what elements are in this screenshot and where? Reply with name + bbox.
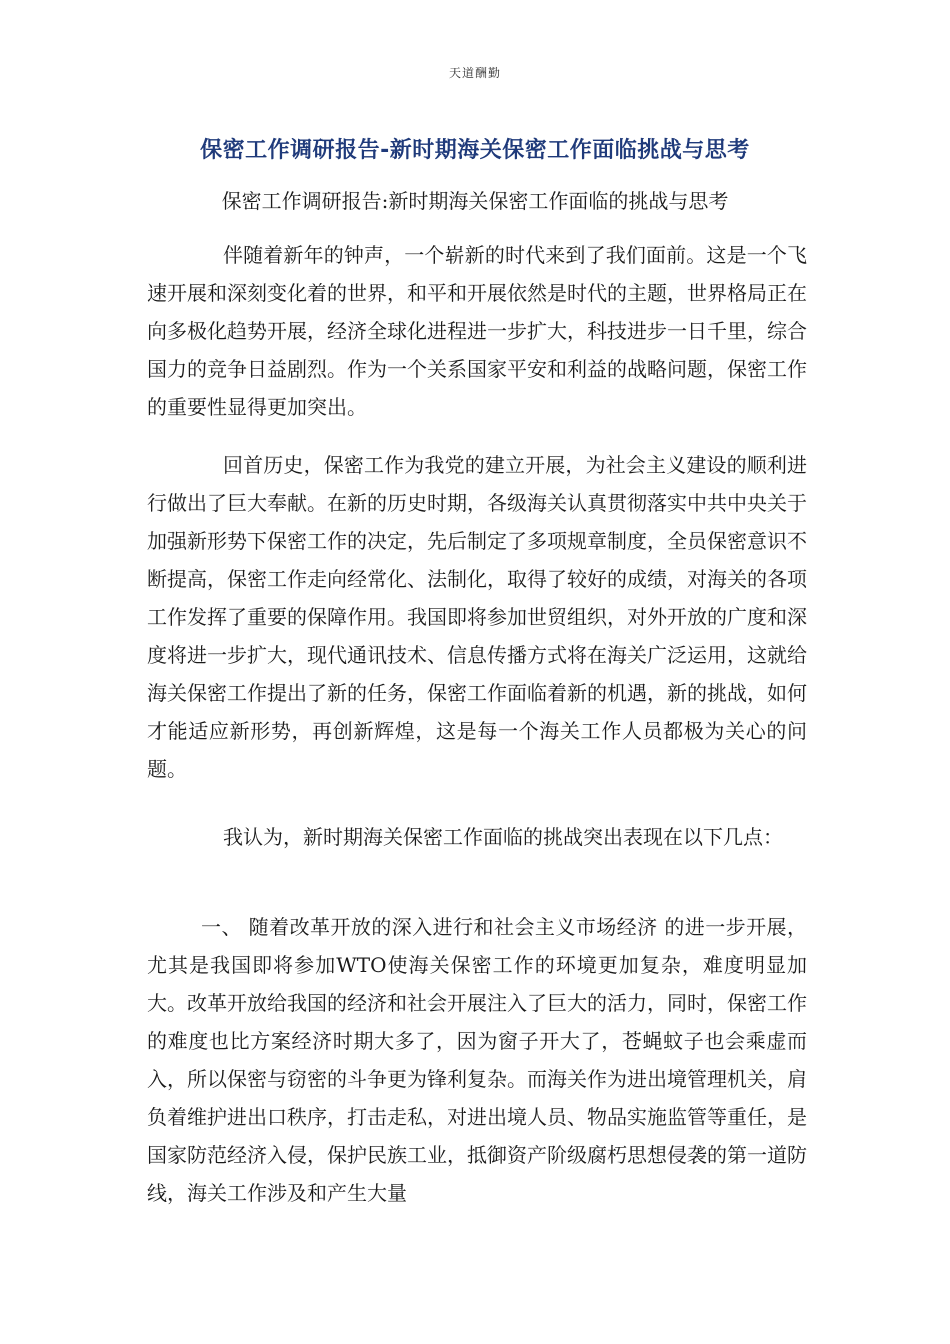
document-subtitle: 保密工作调研报告:新时期海关保密工作面临的挑战与思考 [221, 189, 729, 213]
body-paragraph: 我认为，新时期海关保密工作面临的挑战突出表现在以下几点： [223, 825, 783, 849]
body-paragraph: 一、 随着改革开放的深入进行和社会主义市场经济 的进一步开展，尤其是我国即将参加WTO使海关保密工作的环境更加复杂，难度明显加大。改革开放给我国的经济和社会开展注入了巨大的活力，同时，保密工作的难度也比方案经济时期大多了，因为窗子开大了，苍蝇蚊子也会乘虚而入，所以保密与窃密的斗争更为锋利复杂。而海关作为进出境管理机关，肩负着维护进出口秩序，打击走私，对进出境人员、物品实施监管等重任，是国家防范经济入侵，保护民族工业，抵御资产阶级腐朽思想侵袭的第一道防线，海关工作涉及和产生大量 [147, 915, 807, 1205]
document-title: 保密工作调研报告-新时期海关保密工作面临挑战与思考 [200, 138, 750, 163]
body-paragraph: 回首历史，保密工作为我党的建立开展，为社会主义建设的顺利进行做出了巨大奉献。在新的历史时期，各级海关认真贯彻落实中共中央关于加强新形势下保密工作的决定，先后制定了多项规章制度，全员保密意识不断提高，保密工作走向经常化、法制化，取得了较好的成绩，对海关的各项工作发挥了重要的保障作用。我国即将参加世贸组织，对外开放的广度和深度将进一步扩大，现代通讯技术、信息传播方式将在海关广泛运用，这就给海关保密工作提出了新的任务，保密工作面临着新的机遇，新的挑战，如何才能适应新形势，再创新辉煌，这是每一个海关工作人员都极为关心的问题。 [147, 453, 807, 781]
page-header: 天道酬勤 [448, 66, 501, 80]
body-paragraph: 伴随着新年的钟声，一个崭新的时代来到了我们面前。这是一个飞速开展和深刻变化着的世界，和平和开展依然是时代的主题，世界格局正在向多极化趋势开展，经济全球化进程进一步扩大，科技进步一日千里，综合国力的竞争日益剧烈。作为一个关系国家平安和利益的战略问题，保密工作的重要性显得更加突出。 [147, 243, 807, 419]
